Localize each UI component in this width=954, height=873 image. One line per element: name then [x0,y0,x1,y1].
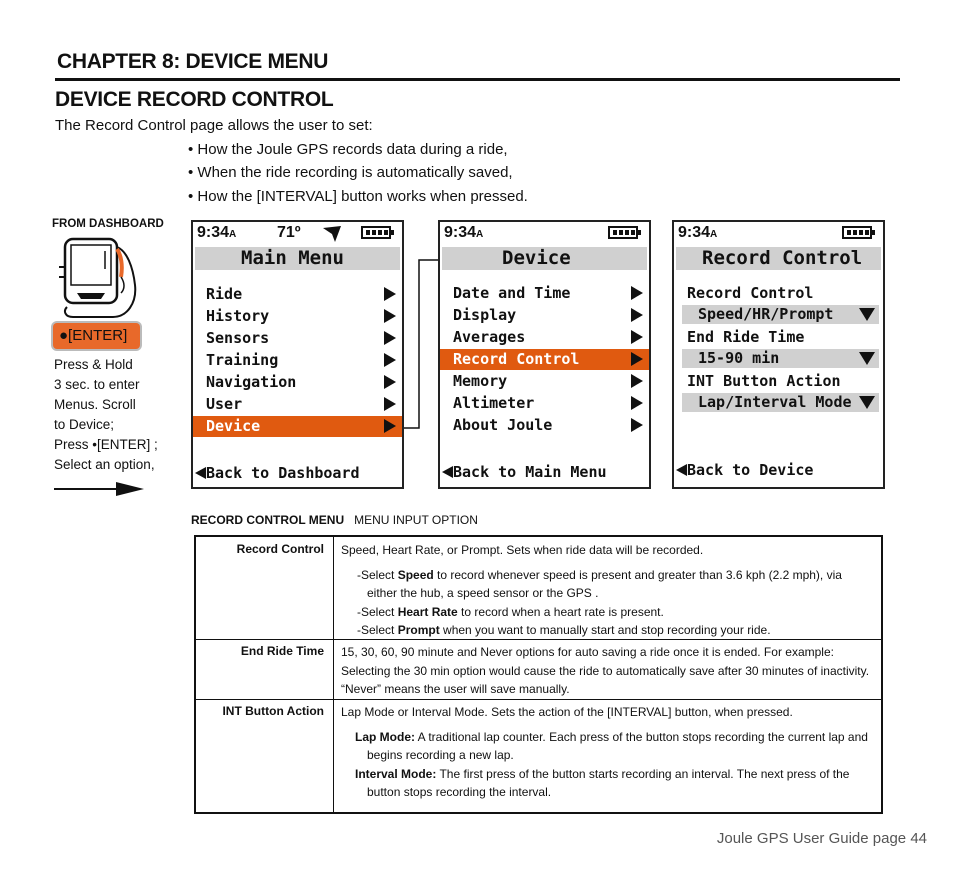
menu-item-memory[interactable] [440,371,649,392]
status-bar [193,222,402,246]
menu-item-label: Display [453,306,517,324]
dropdown-triangle-icon [859,352,875,365]
option-value: Speed/HR/Prompt [698,305,834,323]
table-row [196,639,881,700]
menu-item-label: About Joule [453,416,553,434]
right-triangle-icon [631,396,643,410]
instruction-line: Press & Hold [54,357,133,372]
field-label [674,327,883,348]
instruction-line: Select an option, [54,457,155,472]
sub-keyword: Prompt [397,623,440,637]
sub-keyword: Lap Mode: [355,729,415,744]
right-triangle-icon [384,397,396,411]
left-triangle-icon [442,466,453,478]
table-caption: RECORD CONTROL MENU MENU INPUT OPTION [191,513,478,527]
menu-item-navigation[interactable] [193,372,402,393]
sub-option [341,728,873,765]
record-control-screen [672,220,885,489]
menu-item-date-and-time[interactable] [440,283,649,304]
back-to-dashboard[interactable]: Back to Dashboard [195,463,360,483]
instruction-line: to Device; [54,417,115,432]
clock: 9:34A [444,224,484,241]
right-triangle-icon [384,331,396,345]
right-triangle-icon [384,287,396,301]
row-description [341,703,873,802]
table-row [196,537,881,640]
menu-item-label: History [206,307,270,325]
screen-title: Device [442,247,647,270]
row-name: INT Button Action [222,704,324,718]
temperature: 71º [277,224,301,241]
menu-item-label: Sensors [206,329,270,347]
right-triangle-icon [384,419,396,433]
bullet-item: • When the ride recording is automatically saved, [188,164,513,181]
chapter-divider [55,78,900,81]
description-text: 15, 30, 60, 90 minute and Never options for auto saving a ride once it is ended. For example: Selecting the 30 min option would cause the ride to automatically save after 30 minutes of inactivity. “Never” means the user will save manually. [341,645,870,696]
row-description [341,643,873,699]
page-footer: Joule GPS User Guide page 44 [716,830,927,847]
section-title: DEVICE RECORD CONTROL [55,88,334,111]
sub-prefix: -Select [357,623,398,637]
sub-option [341,621,873,640]
chapter-title: CHAPTER 8: DEVICE MENU [57,50,329,73]
sub-option [341,566,873,603]
menu-item-about-joule[interactable] [440,415,649,436]
menu-item-altimeter[interactable] [440,393,649,414]
clock: 9:34A [197,224,237,241]
menu-item-label: Ride [206,285,243,303]
field-label-text: End Ride Time [687,328,805,346]
menu-item-sensors[interactable] [193,328,402,349]
menu-item-user[interactable] [193,394,402,415]
table-row [196,699,881,812]
sub-keyword: Speed [397,567,434,582]
gps-arrow-icon [323,226,341,242]
device-screen [438,220,651,489]
from-dashboard-label: FROM DASHBOARD [52,218,164,230]
menu-item-history[interactable] [193,306,402,327]
right-triangle-icon [384,375,396,389]
sub-option [341,765,873,802]
main-menu-screen [191,220,404,489]
dropdown-triangle-icon [859,396,875,409]
instruction-line: Menus. Scroll [54,397,136,412]
sub-prefix: -Select [357,604,398,619]
menu-item-label: Memory [453,372,508,390]
option-value: Lap/Interval Mode [698,393,852,411]
field-label [674,283,883,304]
right-triangle-icon [384,309,396,323]
row-name: End Ride Time [240,644,324,658]
field-label [674,371,883,392]
sub-text: The first press of the button starts recording an interval. The next press of the button stops recording the interval. [367,766,850,799]
screen-title: Record Control [676,247,881,270]
screen-title: Main Menu [195,247,400,270]
description-text: Lap Mode or Interval Mode. Sets the action of the [INTERVAL] button, when pressed. [341,705,793,719]
right-triangle-icon [631,330,643,344]
clock: 9:34A [678,224,718,241]
option-select[interactable] [682,305,879,324]
menu-item-ride[interactable] [193,284,402,305]
device-hand-icon [55,237,150,322]
option-select[interactable] [682,349,879,368]
enter-button-badge: ●[ENTER] [53,323,140,349]
menu-item-record-control[interactable] [440,349,649,370]
menu-item-label: User [206,395,243,413]
back-to-main-menu[interactable]: Back to Main Menu [442,462,607,482]
dropdown-triangle-icon [859,308,875,321]
field-label-text: INT Button Action [687,372,841,390]
menu-item-training[interactable] [193,350,402,371]
intro-text: The Record Control page allows the user to set: [55,117,373,134]
right-triangle-icon [631,374,643,388]
bullet-item: • How the Joule GPS records data during a ride, [188,141,508,158]
sub-keyword: Interval Mode: [355,766,437,781]
option-select[interactable] [682,393,879,412]
left-triangle-icon [676,464,687,476]
sub-prefix: -Select [357,567,398,582]
record-control-table [194,535,883,814]
right-triangle-icon [631,352,643,366]
right-triangle-icon [631,308,643,322]
right-triangle-icon [631,418,643,432]
back-to-device[interactable]: Back to Device [676,460,813,480]
menu-item-label: Averages [453,328,526,346]
menu-item-label: Record Control [453,350,580,368]
menu-item-display[interactable] [440,305,649,326]
instruction-line: Press •[ENTER] ; [54,437,158,452]
right-triangle-icon [384,353,396,367]
sub-option [341,603,873,622]
description-text: Speed, Heart Rate, or Prompt. Sets when ride data will be recorded. [341,543,704,557]
right-arrow-icon [54,482,144,496]
menu-item-averages[interactable] [440,327,649,348]
right-triangle-icon [631,286,643,300]
row-description [341,541,873,640]
battery-icon [361,226,391,239]
menu-item-label: Altimeter [453,394,535,412]
battery-icon [608,226,638,239]
bullet-item: • How the [INTERVAL] button works when pressed. [188,188,528,205]
menu-item-device[interactable] [193,416,402,437]
menu-item-label: Date and Time [453,284,571,302]
sub-text: when you want to manually start and stop recording your ride. [439,623,771,637]
battery-icon [842,226,872,239]
sub-text: to record when a heart rate is present. [457,604,664,619]
instruction-line: 3 sec. to enter [54,377,140,392]
status-bar [440,222,649,246]
sub-text: A traditional lap counter. Each press of the button stops recording the current lap and begins recording a new lap. [367,729,868,762]
field-label-text: Record Control [687,284,814,302]
status-bar [674,222,883,246]
menu-item-label: Training [206,351,279,369]
left-triangle-icon [195,467,206,479]
row-name: Record Control [236,542,324,556]
menu-item-label: Device [206,417,261,435]
option-value: 15-90 min [698,349,780,367]
sub-text: to record whenever speed is present and greater than 3.6 kph (2.2 mph), via either the hub, a speed sensor or the GPS . [367,567,842,600]
menu-item-label: Navigation [206,373,297,391]
sub-keyword: Heart Rate [397,604,458,619]
